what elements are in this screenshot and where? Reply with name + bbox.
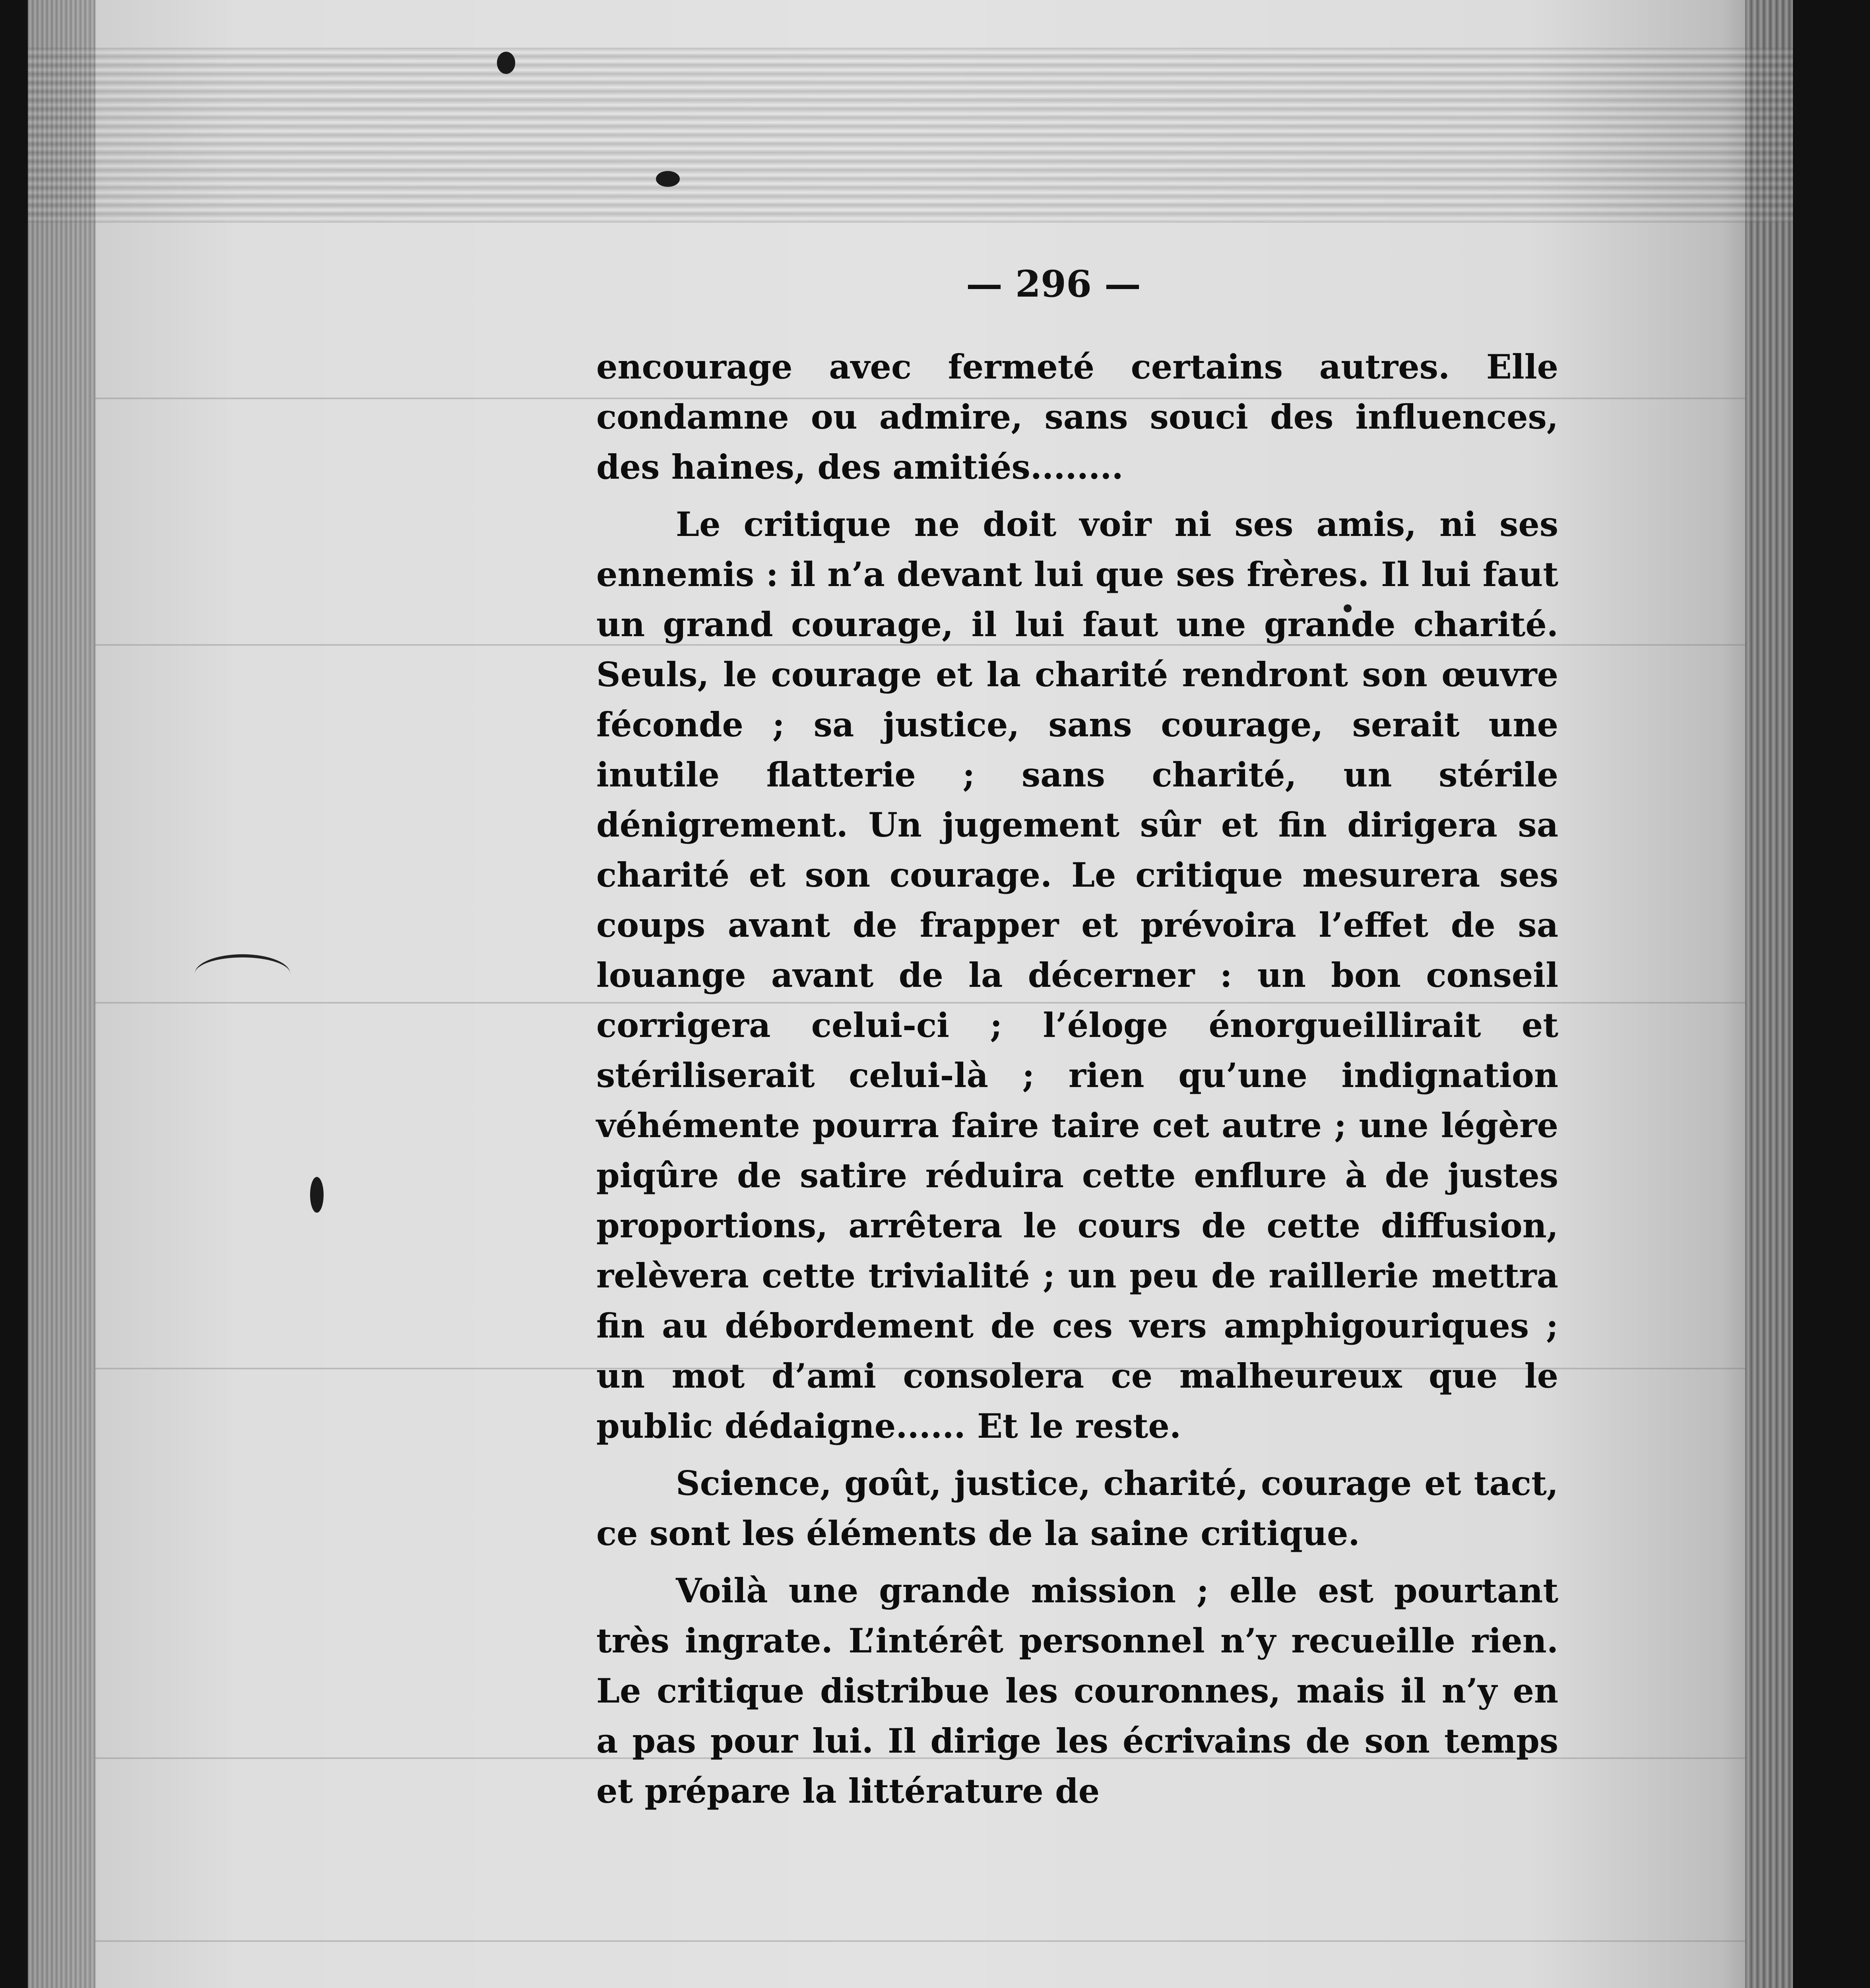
top-damage-area — [28, 48, 1793, 223]
body-text — [596, 342, 1558, 1823]
ink-speck — [656, 171, 680, 187]
ruled-line — [95, 1940, 1745, 1942]
pencil-scribble — [195, 954, 290, 993]
page-edge-right — [1745, 0, 1793, 1988]
ink-speck — [497, 52, 515, 74]
paragraph-3: Science, goût, justice, charité, courage et tact, ce sont les éléments de la saine critique. — [596, 1464, 1558, 1553]
paragraph-1: encourage avec fermeté certains autres. Elle condamne ou admire, sans souci des influences, des haines, des amitiés........ — [596, 347, 1558, 487]
book-page — [28, 0, 1793, 1988]
paragraph-2: Le critique ne doit voir ni ses amis, ni ses ennemis : il n’a devant lui que ses frères. Il lui faut un grand courage, il lui faut une grande charité. Seuls, le courage et la charité rendront son œuvre féconde ; sa justice, sans courage, serait une inutile flatterie ; sans charité, un stérile dénigrement. Un jugement sûr et fin dirigera sa charité et son courage. Le critique mesurera ses coups avant de frapper et prévoira l’effet de sa louange avant de la décerner : un bon conseil corrigera celui-ci ; l’éloge énorgueillirait et stériliserait celui-là ; rien qu’une indignation véhémente pourra faire taire cet autre ; une légère piqûre de satire réduira cette enflure à de justes proportions, arrêtera le cours de cette diffusion, relèvera cette trivialité ; un peu de raillerie mettra fin au débordement de ces vers amphigouriques ; un mot d’ami consolera ce malheureux que le public dédaigne...... Et le reste. — [596, 505, 1558, 1446]
page-gutter-left — [28, 0, 95, 1988]
ink-speck — [310, 1177, 324, 1213]
paragraph-4: Voilà une grande mission ; elle est pourtant très ingrate. L’intérêt personnel n’y recueille rien. Le critique distribue les couronnes, mais il n’y en a pas pour lui. Il dirige les écrivains de son temps et prépare la littérature de — [596, 1571, 1558, 1811]
page-number: — 296 — — [966, 262, 1141, 305]
